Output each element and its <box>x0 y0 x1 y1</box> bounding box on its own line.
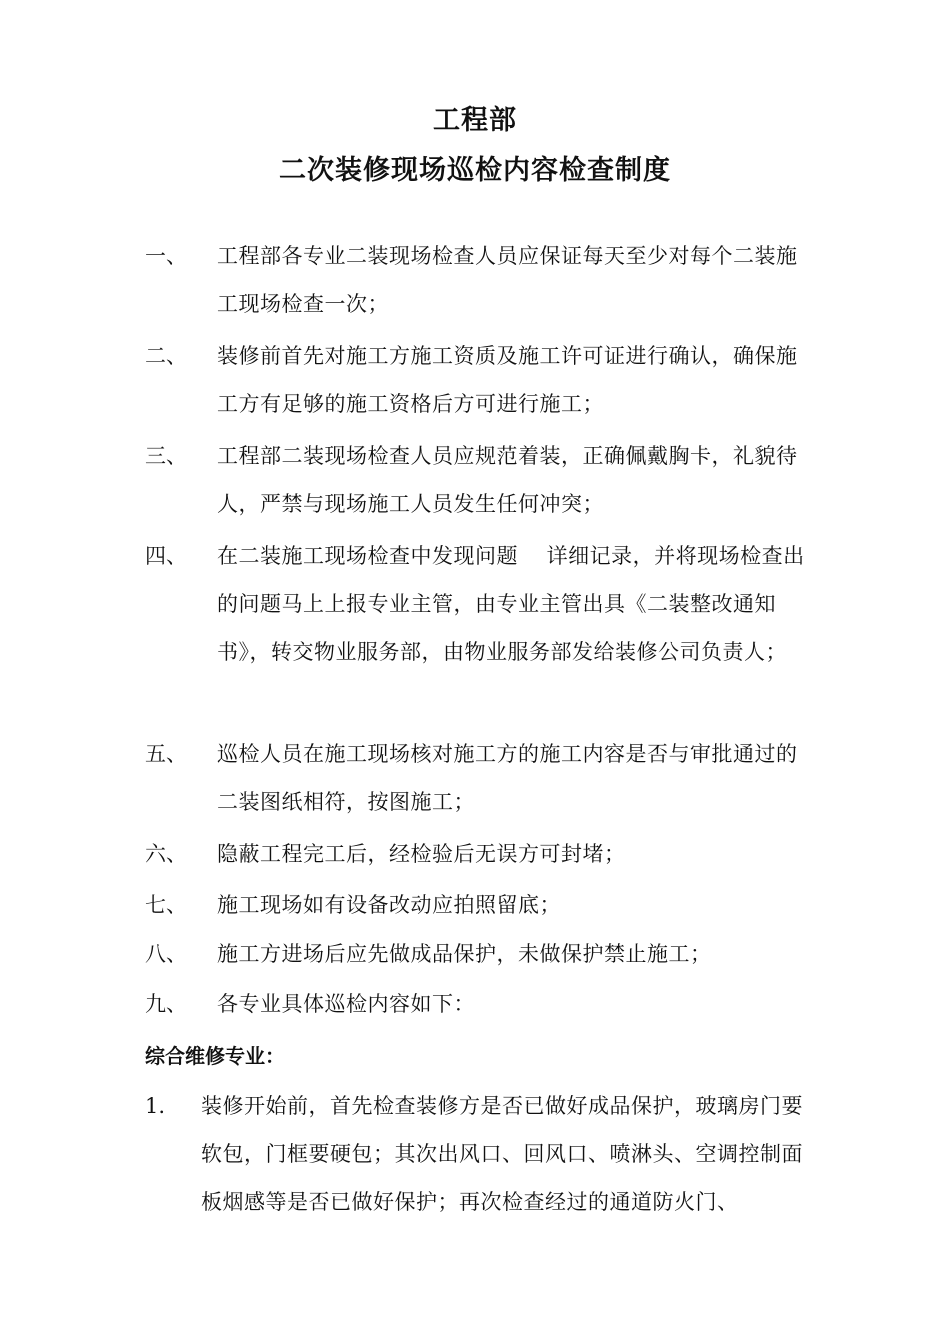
section-item <box>145 1082 825 1226</box>
rule-number: 五、 <box>145 742 187 766</box>
rule-item <box>145 930 825 978</box>
rule-text: 装修前首先对施工方施工资质及施工许可证进行确认，确保施工方有足够的施工资格后方可进行施工； <box>217 344 798 416</box>
rule-text: 施工现场如有设备改动应拍照留底； <box>217 893 561 917</box>
rule-item <box>145 532 825 676</box>
rule-number: 八、 <box>145 942 187 966</box>
rule-text: 工程部各专业二装现场检查人员应保证每天至少对每个二装施工现场检查一次； <box>217 244 798 316</box>
section-heading: 综合维修专业： <box>145 1044 285 1068</box>
rule-text: 工程部二装现场检查人员应规范着装，正确佩戴胸卡，礼貌待人，严禁与现场施工人员发生任何冲突； <box>217 444 798 516</box>
rule-item <box>145 980 825 1028</box>
rule-number: 六、 <box>145 842 187 866</box>
rule-item <box>145 830 825 878</box>
rule-text: 隐蔽工程完工后，经检验后无误方可封堵； <box>217 842 626 866</box>
department-title: 工程部 <box>433 105 517 136</box>
rule-text: 各专业具体巡检内容如下： <box>217 992 475 1016</box>
rule-text: 巡检人员在施工现场核对施工方的施工内容是否与审批通过的二装图纸相符，按图施工； <box>217 742 798 814</box>
rule-text: 施工方进场后应先做成品保护，未做保护禁止施工； <box>217 942 712 966</box>
rule-item <box>145 332 825 428</box>
section-item-number: 1. <box>145 1094 166 1118</box>
rule-number: 一、 <box>145 244 187 268</box>
rule-item <box>145 232 825 328</box>
rule-number: 三、 <box>145 444 187 468</box>
rule-item <box>145 730 825 826</box>
rule-item <box>145 881 825 929</box>
rule-number: 二、 <box>145 344 187 368</box>
document-title: 二次装修现场巡检内容检查制度 <box>279 155 671 186</box>
rule-item <box>145 432 825 528</box>
section-item-text: 装修开始前，首先检查装修方是否已做好成品保护，玻璃房门要软包，门框要硬包；其次出风口、回风口、喷淋头、空调控制面板烟感等是否已做好保护；再次检查经过的通道防火门、 <box>201 1094 803 1214</box>
rule-text: 在二装施工现场检查中发现问题 详细记录，并将现场检查出的问题马上上报专业主管，由专业主管出具《二装整改通知书》，转交物业服务部，由物业服务部发给装修公司负责人； <box>217 544 805 664</box>
rule-number: 四、 <box>145 544 187 568</box>
rule-number: 七、 <box>145 893 187 917</box>
rule-number: 九、 <box>145 992 187 1016</box>
